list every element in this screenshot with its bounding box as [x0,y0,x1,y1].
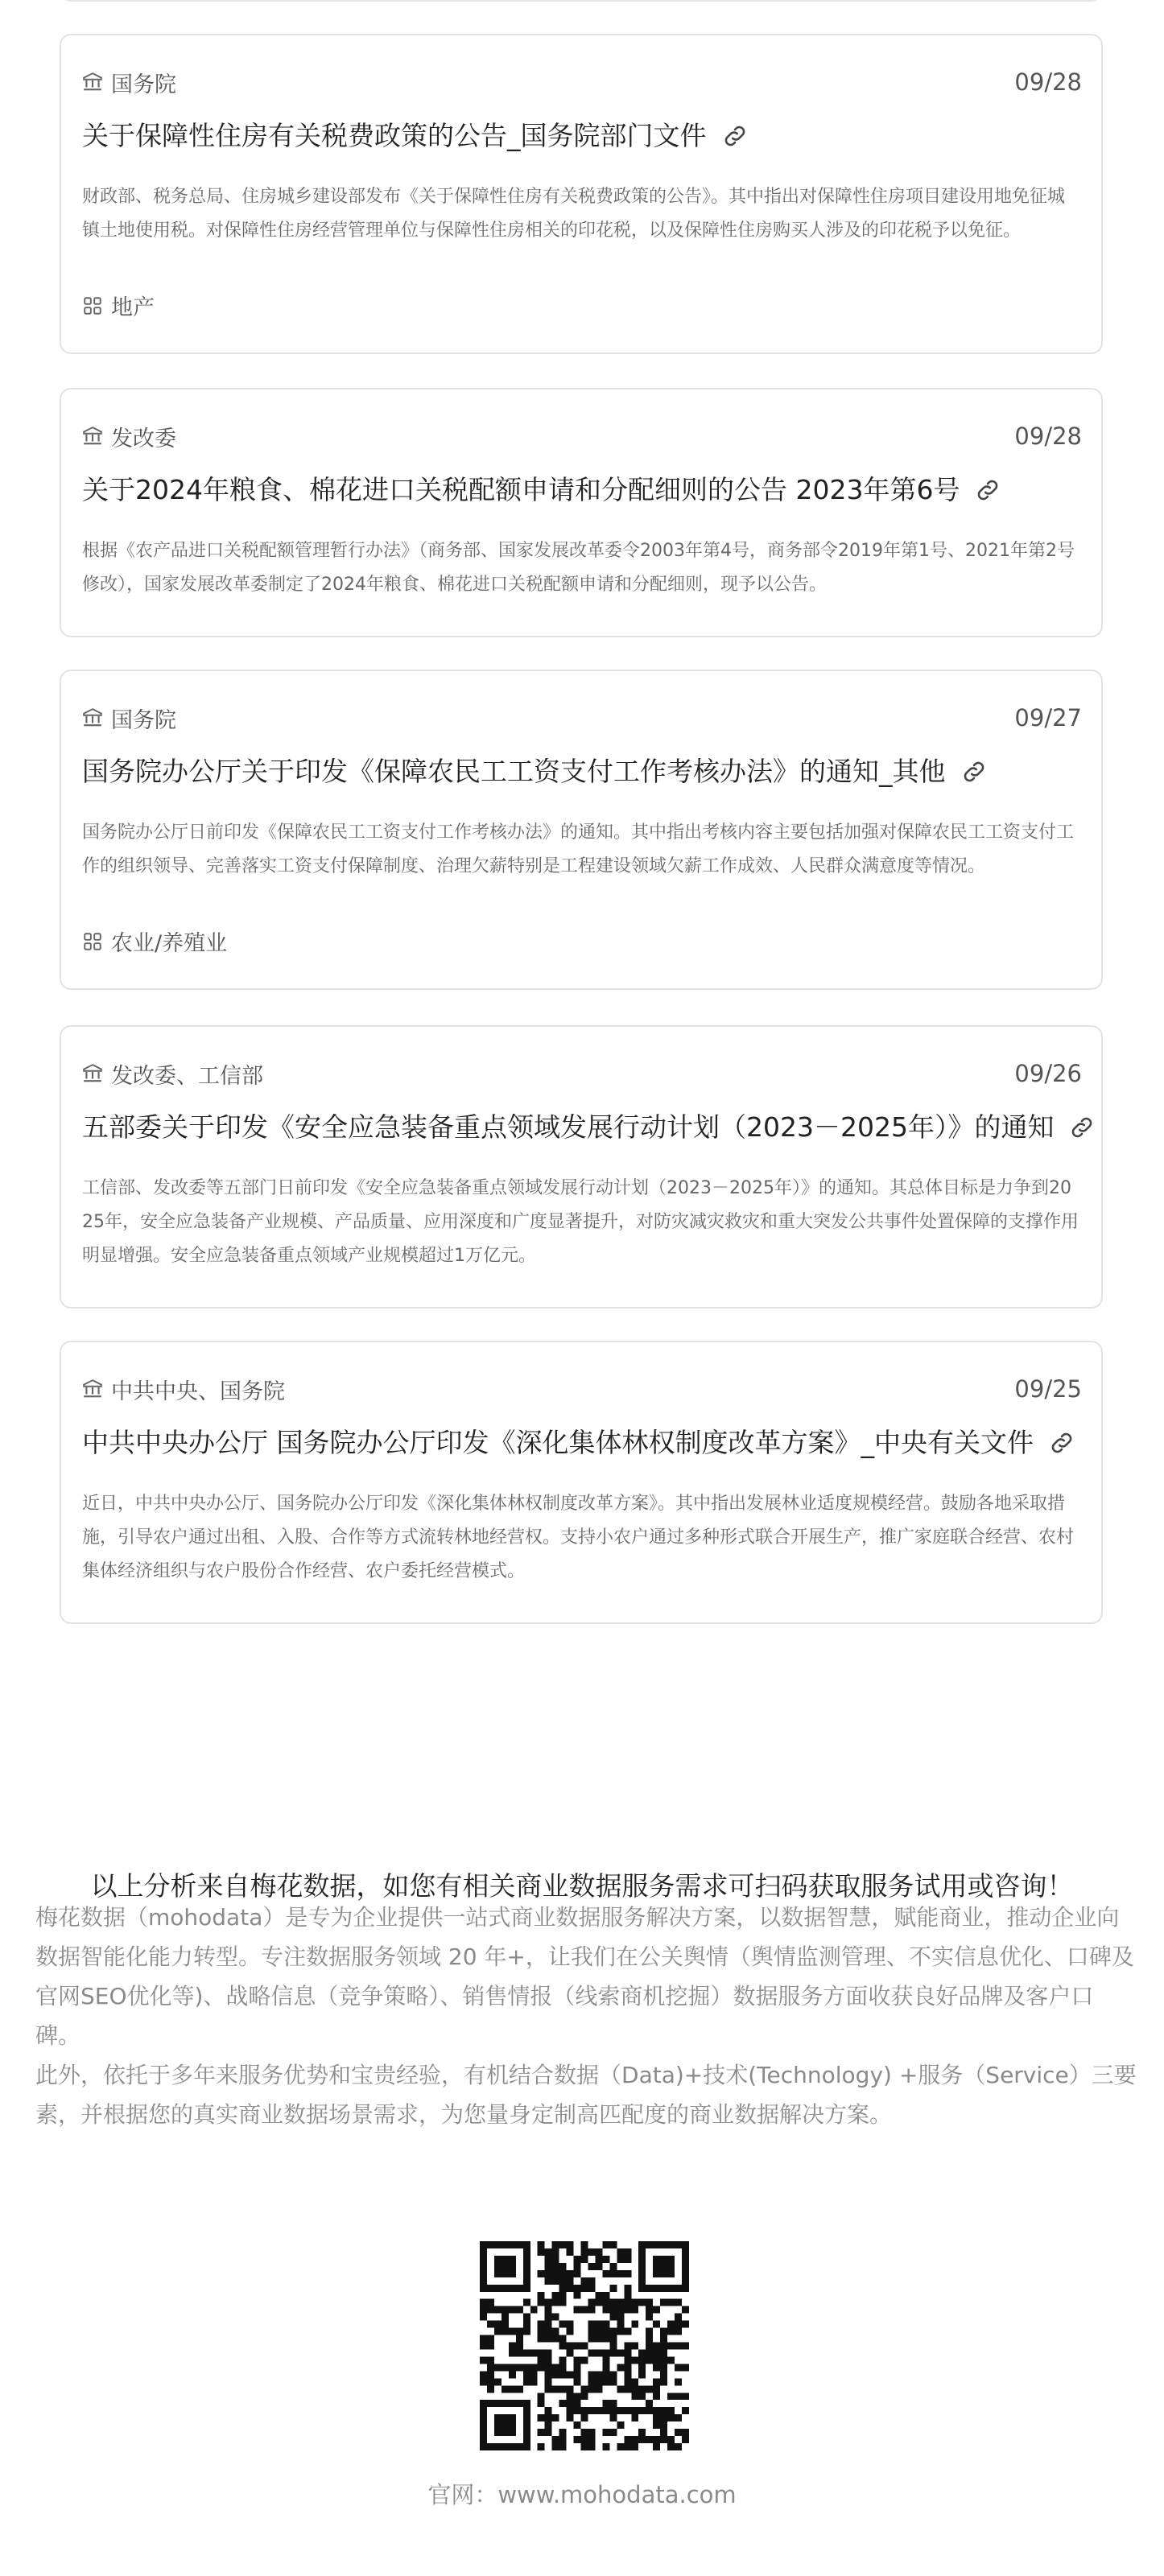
card-issuer [82,421,176,452]
card-title[interactable] [82,116,1082,156]
card-title[interactable] [82,1107,1082,1148]
news-card[interactable] [60,388,1103,637]
card-summary: 近日，中共中央办公厅、国务院办公厅印发《深化集体林权制度改革方案》。其中指出发展林业适度规模经营。鼓励各地采取措施，引导农户通过出租、入股、合作等方式流转林地经营权。支持小农户通过多种形式联合开展生产，推广家庭联合经营、农村集体经济组织与农户股份合作经营、农户委托经营模式。 [82,1494,1075,1581]
link-icon[interactable] [721,122,749,150]
card-summary: 根据《农产品进口关税配额管理暂行办法》（商务部、国家发展改革委令2003年第4号，商务部令2019年第1号、2021年第2号修改），国家发展改革委制定了2024年粮食、棉花进口关税配额申请和分配细则，现予以公告。 [82,541,1075,595]
card-issuer [82,703,176,734]
card-tag [82,290,155,321]
card-title[interactable] [82,1423,1082,1463]
tag-label: 地产 [111,295,155,320]
grid-icon [82,295,103,316]
card-date: 09/27 [1014,704,1082,732]
issuer-label: 发改委 [111,426,176,451]
card-summary: 财政部、税务总局、住房城乡建设部发布《关于保障性住房有关税费政策的公告》。其中指出对保障性住房项目建设用地免征城镇土地使用税。对保障性住房经营管理单位与保障性住房相关的印花税，以及保障性住房购买人涉及的印花税予以免征。 [82,187,1066,241]
link-icon[interactable] [960,758,988,785]
website-link[interactable]: 官网：www.mohodata.com [427,2481,737,2508]
bank-icon [82,426,103,447]
footer-heading: 以上分析来自梅花数据，如您有相关商业数据服务需求可扫码获取服务试用或咨询！ [90,1870,1074,1902]
card-summary: 工信部、发改委等五部门日前印发《安全应急装备重点领域发展行动计划（2023－2025年）》的通知。其总体目标是力争到2025年，安全应急装备产业规模、产品质量、应用深度和广度显著提升，对防灾减灾救灾和重大突发公共事件处置保障的支撑作用明显增强。安全应急装备重点领域产业规模超过1万亿元。 [82,1178,1079,1266]
footer-detail: 此外，依托于多年来服务优势和宝贵经验，有机结合数据（Data)+技术(Technology) +服务（Service）三要素，并根据您的真实商业数据场景需求，为您量身定制高匹配度的商业数据解决方案。 [35,2062,1137,2128]
previous-card-edge [60,0,1103,2]
card-tag [82,925,227,957]
card-header [82,702,1082,734]
bank-icon [82,1379,103,1399]
card-date: 09/28 [1014,68,1082,96]
card-issuer [82,1374,285,1405]
card-title-text[interactable]: 五部委关于印发《安全应急装备重点领域发展行动计划（2023－2025年）》的通知 [82,1111,1055,1143]
qr-code [480,2241,689,2450]
card-header [82,1373,1082,1405]
link-icon[interactable] [1068,1114,1096,1141]
card-title-text[interactable]: 关于保障性住房有关税费政策的公告_国务院部门文件 [82,120,707,151]
card-title-text[interactable]: 关于2024年粮食、棉花进口关税配额申请和分配细则的公告 2023年第6号 [82,474,960,505]
card-issuer [82,1058,263,1090]
card-date: 09/25 [1014,1375,1082,1403]
card-date: 09/28 [1014,422,1082,450]
issuer-label: 国务院 [111,72,176,97]
bank-icon [82,707,103,728]
news-card[interactable] [60,670,1103,990]
news-card[interactable] [60,1025,1103,1309]
grid-icon [82,931,103,952]
tag-label: 农业/养殖业 [111,931,228,956]
bank-icon [82,72,103,93]
card-title-text[interactable]: 国务院办公厅关于印发《保障农民工工资支付工作考核办法》的通知_其他 [82,756,946,787]
card-title[interactable] [82,470,1082,510]
footer-intro: 梅花数据（mohodata）是专为企业提供一站式商业数据服务解决方案，以数据智慧，赋能商业，推动企业向数据智能化能力转型。专注数据服务领域 20 年+，让我们在公关舆情（舆情监测管理、不实信息优化、口碑及官网SEO优化等)、战略信息（竞争策略）、销售情报（线索商机挖掘）数据服务方面收获良好品牌及客户口碑。 [35,1904,1134,2049]
card-date: 09/26 [1014,1060,1082,1087]
bank-icon [82,1063,103,1084]
link-icon[interactable] [1048,1429,1075,1457]
issuer-label: 国务院 [111,707,176,733]
card-header [82,420,1082,452]
news-card[interactable] [60,1341,1103,1624]
card-summary: 国务院办公厅日前印发《保障农民工工资支付工作考核办法》的通知。其中指出考核内容主要包括加强对保障农民工工资支付工作的组织领导、完善落实工资支付保障制度、治理欠薪特别是工程建设领域欠薪工作成效、人民群众满意度等情况。 [82,822,1075,876]
card-header [82,1057,1082,1090]
link-icon[interactable] [974,476,1001,504]
card-title[interactable] [82,752,1082,792]
card-title-text[interactable]: 中共中央办公厅 国务院办公厅印发《深化集体林权制度改革方案》_中央有关文件 [82,1427,1034,1458]
card-header [82,66,1082,98]
issuer-label: 中共中央、国务院 [111,1379,285,1404]
card-issuer [82,67,176,98]
issuer-label: 发改委、工信部 [111,1063,263,1089]
news-card[interactable] [60,34,1103,354]
